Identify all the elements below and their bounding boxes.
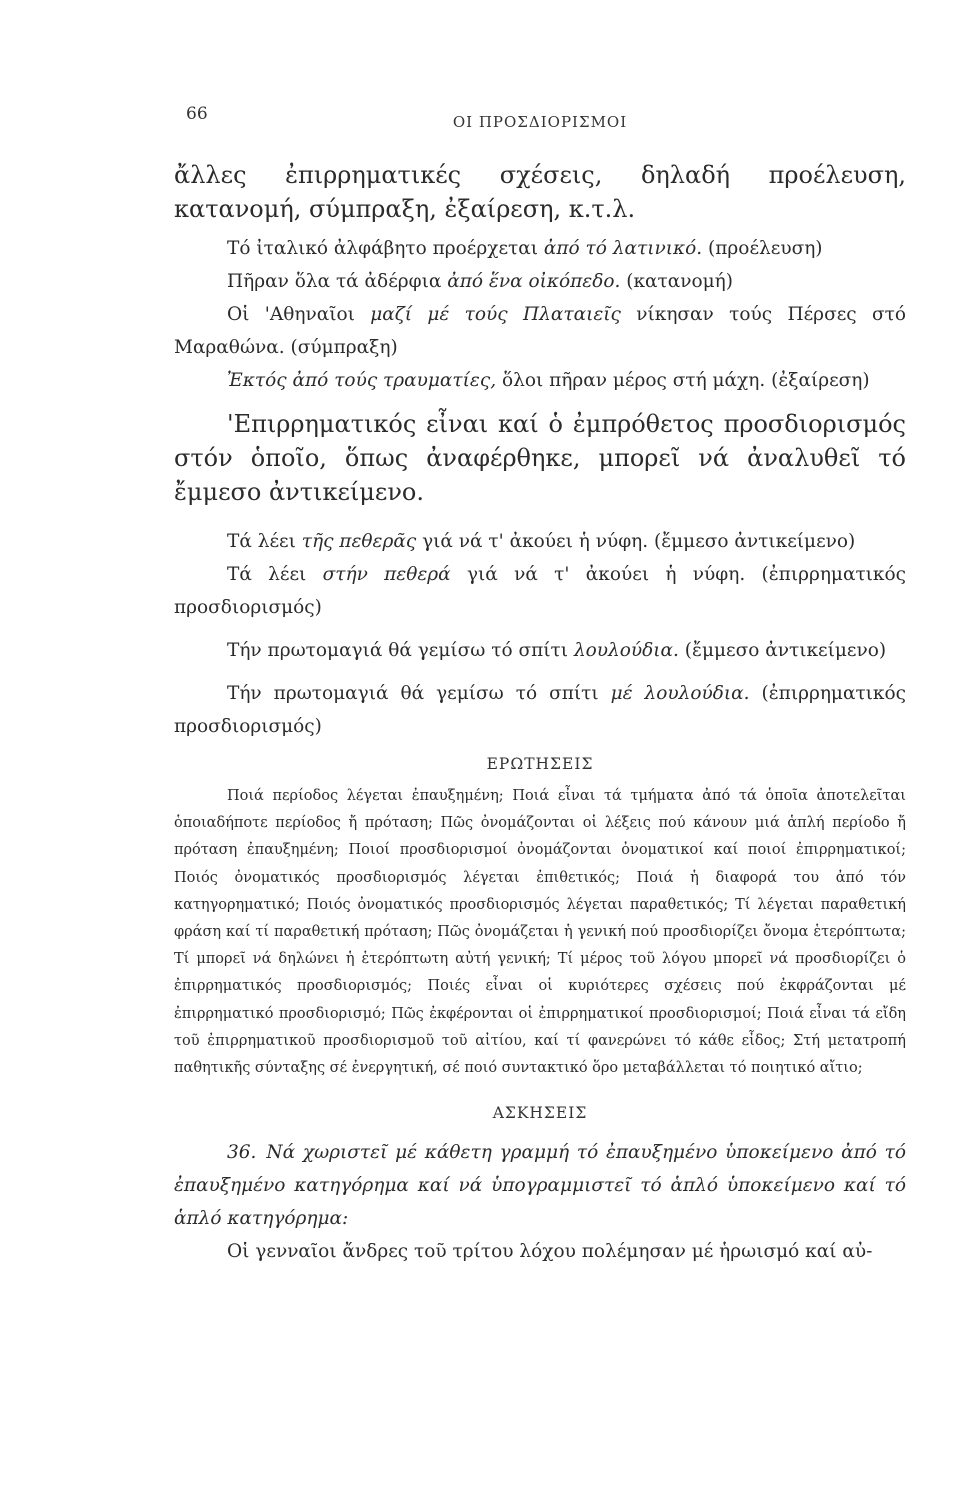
definition-paragraph: 'Επιρρηματικός εἶναι καί ὁ ἐμπρόθετος προσδιορισμός στόν ὁποῖο, ὅπως ἀναφέρθηκε, μπορεῖ νά ἀναλυθεῖ τό ἔμμεσο ἀντικείμενο. [174, 410, 906, 506]
exercises-heading: ΑΣΚΗΣΕΙΣ [492, 1104, 588, 1123]
example-adverbial-1: Τά λέει στήν πεθερά γιά νά τ' ἀκούει ἡ νύφη. (ἐπιρρηματικός προσδιορισμός) [174, 564, 906, 618]
page-number: 66 [186, 104, 208, 124]
example-indirect-object-2: Τήν πρωτομαγιά θά γεμίσω τό σπίτι λουλούδια. (ἔμμεσο ἀντικείμενο) [227, 640, 887, 661]
questions-heading: ΕΡΩΤΗΣΕΙΣ [486, 755, 594, 773]
exercise-instruction: 36. Νά χωριστεῖ μέ κάθετη γραμμή τό ἐπαυξημένο ὑποκείμενο ἀπό τό ἐπαυξημένο κατηγόρημα καί νά ὑπογραμμιστεῖ τό ἁπλό ὑποκείμενο καί τό ἁπλό κατηγόρημα: [174, 1142, 906, 1230]
intro-paragraph: ἄλλες ἐπιρρηματικές σχέσεις, δηλαδή προέλευση, κατανομή, σύμπραξη, ἐξαίρεση, κ.τ.λ. [174, 161, 906, 223]
example-indirect-object-1: Τά λέει τῆς πεθερᾶς γιά νά τ' ἀκούει ἡ νύφη. (ἔμμεσο ἀντικείμενο) [227, 531, 856, 552]
example-adverbial-2: Τήν πρωτομαγιά θά γεμίσω τό σπίτι μέ λουλούδια. (ἐπιρρηματικός προσδιορισμός) [174, 683, 906, 737]
running-title: ΟΙ ΠΡΟΣΔΙΟΡΙΣΜΟΙ [452, 113, 628, 131]
questions-paragraph: Ποιά περίοδος λέγεται ἐπαυξημένη; Ποιά εἶναι τά τμήματα ἀπό τά ὁποῖα ἀποτελεῖται ὁποιαδήποτε περίοδος ἤ πρόταση; Πῶς ὀνομάζονται οἱ λέξεις πού κάνουν μιά ἁπλή περίοδο ἤ πρόταση ἐπαυξημένη; Ποιοί προσδιορισμοί ὀνομάζονται ὀνοματικοί καί ποιοί ἐπιρρηματικοί; Ποιός ὀνοματικός προσδιορισμός λέγεται ἐπιθετικός; Ποιά ἡ διαφορά του ἀπό τόν κατηγορηματικό; Ποιός ὀνοματικός προσδιορισμός λέγεται παραθετικός; Τί λέγεται παραθετική φράση καί τί παραθετική πρόταση; Πῶς ὀνομάζεται ἡ γενική πού προσδιορίζει ὄνομα ἑτερόπτωτα; Τί μπορεῖ νά δηλώνει ἡ ἑτερόπτωτη αὐτή γενική; Τί μέρος τοῦ λόγου μπορεῖ νά προσδιορίζει ὁ ἐπιρρηματικός προσδιορισμός; Ποιές εἶναι οἱ κυριότερες σχέσεις πού ἐκφράζονται μέ ἐπιρρηματικό προσδιορισμό; Πῶς ἐκφέρονται οἱ ἐπιρρηματικοί προσδιορισμοί; Ποιά εἶναι τά εἴδη τοῦ ἐπιρρηματικοῦ προσδιορισμοῦ τοῦ αἰτίου, καί τί φανερώνει τό κάθε εἶδος; Στή μετατροπή παθητικῆς σύνταξης σέ ἐνεργητική, σέ ποιό συντακτικό ὅρο μεταβάλλεται τό ποιητικό αἴτιο; [174, 788, 906, 1077]
example-cooperation: Οἱ 'Αθηναῖοι μαζί μέ τούς Πλαταιεῖς νίκησαν τούς Πέρσες στό Μαραθώνα. (σύμπραξη) [174, 304, 906, 358]
example-distribution: Πῆραν ὅλα τά ἀδέρφια ἀπό ἕνα οἰκόπεδο. (κατανομή) [227, 271, 733, 292]
example-origin: Τό ἰταλικό ἀλφάβητο προέρχεται ἀπό τό λατινικό. (προέλευση) [227, 238, 823, 259]
page-body [174, 158, 906, 1268]
exercise-sentence: Οἱ γενναῖοι ἄνδρες τοῦ τρίτου λόχου πολέμησαν μέ ἡρωισμό καί αὐ- [227, 1241, 873, 1263]
example-exception: Ἐκτός ἀπό τούς τραυματίες, ὅλοι πῆραν μέρος στή μάχη. (ἐξαίρεση) [227, 370, 870, 391]
